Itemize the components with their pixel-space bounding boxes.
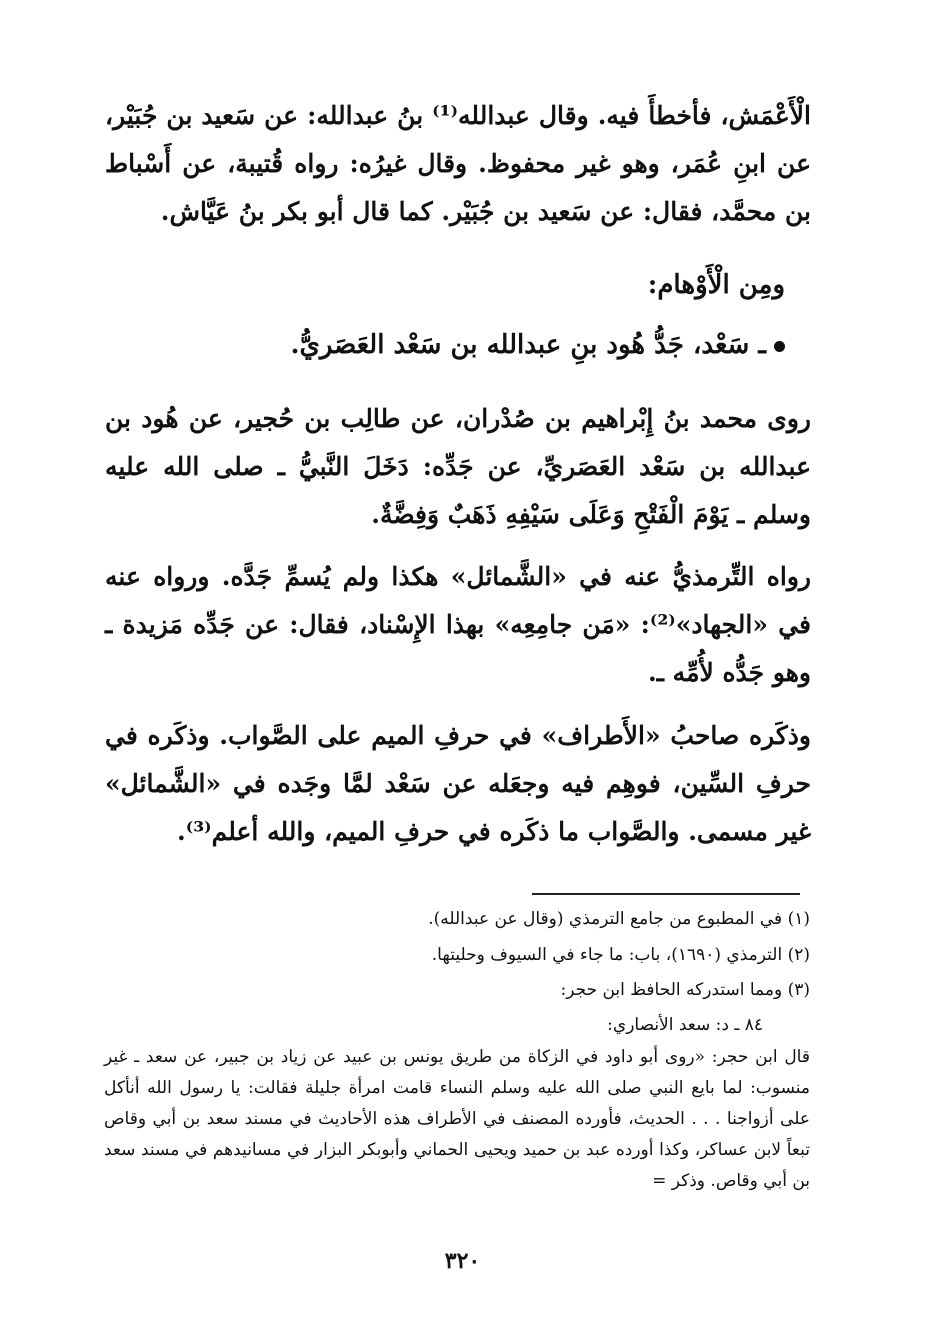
paragraph-1: الْأَعْمَش، فأخطأَ فيه. وقال عبدالله⁽¹⁾ بنُ عبدالله: عن سَعيد بن جُبَيْر، عن ابنِ عُمَر، وهو غير محفوظ. وقال غيرُه: رواه قُتيبة، عن أَسْباط بن محمَّد، فقال: عن سَعيد بن جُبَيْر. كما قال أبو بكر بنُ عَيَّاش.: [105, 101, 811, 226]
footnote-1: (١) في المطبوع من جامع الترمذي (وقال عن عبدالله).: [428, 909, 810, 929]
bullet-entry: [290, 330, 785, 360]
footnote-3-entry: ٨٤ ـ د: سعد الأنصاري:: [607, 1015, 763, 1035]
section-heading: ومِن الْأَوْهام:: [647, 270, 785, 300]
footnote-3-quote: قال ابن حجر: «روى أبو داود في الزكاة من طريق يونس بن عبيد عن زياد بن جبير، عن سعد ـ غير منسوب: لما بايع النبي صلى الله عليه وسلم النساء قامت امرأة جليلة فقالت: يا رسول الله أنأكل على أزواجنا . . . الحديث، فأورده المصنف في الأطراف هذه الأحاديث في مسند سعد بن أبي وقاص تبعاً لابن عساكر، وكذا أورده عبد بن حميد ويحيى الحماني وأبوبكر البزار في مسانيدهم في مسند سعد بن أبي وقاص. وذكر =: [104, 1047, 810, 1191]
paragraph-4: وذكَره صاحبُ «الأَطراف» في حرفِ الميم على الصَّواب. وذكَره في حرفِ السِّين، فوهِم فيه وجعَله عن سَعْد لمَّا وجَده في «الشَّمائل» غير مسمى. والصَّواب ما ذكَره في حرفِ الميم، والله أعلم⁽³⁾.: [105, 721, 811, 846]
footnote-3: (٣) ومما استدركه الحافظ ابن حجر:: [560, 980, 810, 1000]
paragraph-2: روى محمد بنُ إِبْراهيم بن صُدْران، عن طالِب بن حُجير، عن هُود بن عبدالله بن سَعْد العَصَريِّ، عن جَدِّه: دَخَلَ النَّبيُّ ـ صلى الله عليه وسلم ـ يَوْمَ الْفَتْحِ وَعَلَى سَيْفِهِ ذَهَبٌ وَفِضَّةٌ.: [105, 404, 811, 529]
bullet-icon: [774, 341, 785, 352]
footnote-separator: [532, 893, 800, 895]
footnote-2: (٢) الترمذي (١٦٩٠)، باب: ما جاء في السيوف وحليتها.: [431, 945, 810, 965]
bullet-entry-text: ـ سَعْد، جَدُّ هُود بنِ عبدالله بن سَعْد العَصَريُّ.: [290, 330, 766, 360]
paragraph-3: رواه التِّرمذيُّ عنه في «الشَّمائل» هكذا ولم يُسمِّ جَدَّه. ورواه عنه في «الجهاد»⁽²⁾: «مَن جامِعِه» بهذا الإِسْناد، فقال: عن جَدِّه مَزيدة ـ وهو جَدُّه لأُمِّه ـ.: [105, 562, 811, 687]
page-number: ٣٢٠: [444, 1248, 481, 1274]
